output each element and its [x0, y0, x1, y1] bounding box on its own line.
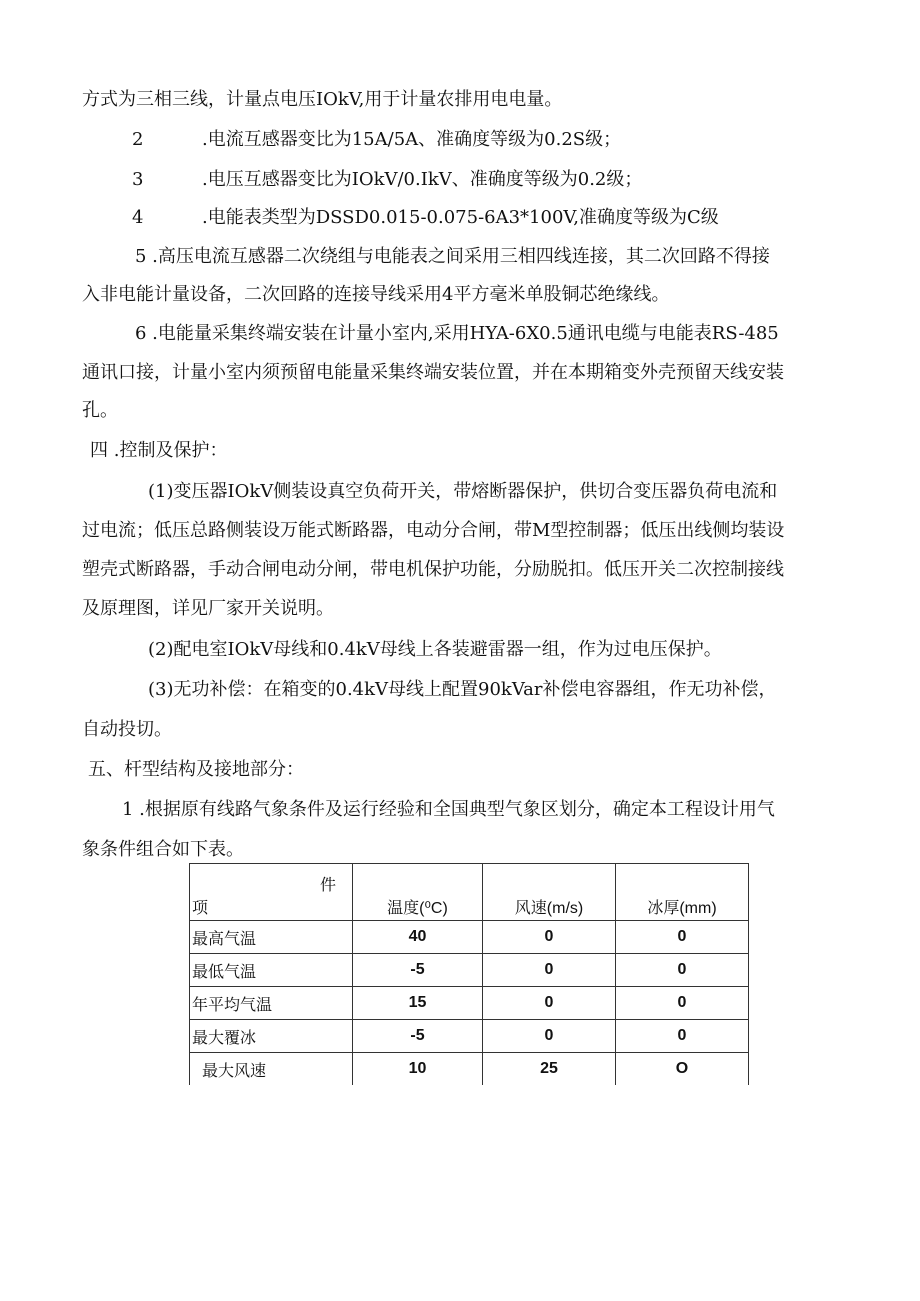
column-header: 温度(⁰C) [353, 864, 483, 921]
table-row [190, 1020, 749, 1053]
text-line: 及原理图，详见厂家开关说明。 [82, 598, 334, 619]
text-line: 5 .高压电流互感器二次绕组与电能表之间采用三相四线连接，其二次回路不得接 [135, 246, 770, 267]
list-item [132, 128, 621, 152]
table-row [190, 921, 749, 954]
cell: -5 [353, 954, 483, 987]
cell: -5 [353, 1020, 483, 1053]
cell: 40 [353, 921, 483, 954]
cell: 0 [483, 987, 616, 1020]
cell: 0 [483, 921, 616, 954]
cell: 10 [353, 1053, 483, 1086]
text-line: 1 .根据原有线路气象条件及运行经验和全国典型气象区划分，确定本工程设计用气 [122, 799, 775, 820]
text-line: 通讯口接，计量小室内须预留电能量采集终端安装位置，并在本期箱变外壳预留天线安装 [82, 362, 784, 383]
item-text: .电流互感器变比为15A/5A、准确度等级为0.2S级； [202, 129, 622, 150]
text-line: 自动投切。 [82, 719, 172, 740]
text-line: 方式为三相三线，计量点电压IOkV,用于计量农排用电电量。 [82, 89, 563, 110]
row-label: 年平均气温 [190, 987, 353, 1020]
row-label: 最大风速 [190, 1053, 353, 1086]
cell: 0 [483, 954, 616, 987]
item-number: 4 [132, 207, 144, 228]
list-item [132, 206, 719, 230]
text-line: 过电流；低压总路侧装设万能式断路器，电动分合闸，带M型控制器；低压出线侧均装设 [82, 520, 785, 541]
text-line: (3)无功补偿：在箱变的0.4kV母线上配置90kVar补偿电容器组，作无功补偿， [148, 679, 777, 700]
table-header-row [190, 864, 749, 921]
item-text: .电压互感器变比为IOkV/0.IkV、准确度等级为0.2级； [202, 169, 643, 190]
corner-bottom-label: 项 [192, 900, 209, 917]
section-heading: 四 .控制及保护： [90, 440, 228, 461]
text-line: 6 .电能量采集终端安装在计量小室内,采用HYA-6X0.5通讯电缆与电能表RS-485 [135, 323, 779, 344]
cell: 25 [483, 1053, 616, 1086]
text-line: 塑壳式断路器，手动合闸电动分闸，带电机保护功能，分励脱扣。低压开关二次控制接线 [82, 559, 784, 580]
cell: 15 [353, 987, 483, 1020]
section-heading: 五、杆型结构及接地部分： [88, 759, 304, 780]
list-item [132, 168, 642, 192]
item-number: 2 [132, 129, 144, 150]
text-line: 象条件组合如下表。 [82, 839, 244, 860]
table-row [190, 987, 749, 1020]
row-label: 最高气温 [190, 921, 353, 954]
text-line: (2)配电室IOkV母线和0.4kV母线上各装避雷器一组，作为过电压保护。 [148, 639, 722, 660]
table-row [190, 1053, 749, 1086]
row-label: 最大覆冰 [190, 1020, 353, 1053]
cell: O [616, 1053, 749, 1086]
corner-header [190, 864, 353, 921]
cell: 0 [616, 954, 749, 987]
text-line: 孔。 [82, 400, 118, 421]
weather-conditions-table [189, 863, 749, 1085]
cell: 0 [616, 1020, 749, 1053]
cell: 0 [616, 987, 749, 1020]
cell: 0 [616, 921, 749, 954]
row-label: 最低气温 [190, 954, 353, 987]
item-text: .电能表类型为DSSD0.015-0.075-6A3*100V,准确度等级为C级 [202, 207, 719, 228]
cell: 0 [483, 1020, 616, 1053]
item-number: 3 [132, 169, 144, 190]
column-header: 冰厚(mm) [616, 864, 749, 921]
text-line: (1)变压器IOkV侧装设真空负荷开关，带熔断器保护，供切合变压器负荷电流和 [148, 481, 778, 502]
corner-top-label: 件 [319, 877, 336, 894]
text-line: 入非电能计量设备，二次回路的连接导线采用4平方毫米单股铜芯绝缘线。 [82, 284, 670, 305]
table-row [190, 954, 749, 987]
column-header: 风速(m/s) [483, 864, 616, 921]
